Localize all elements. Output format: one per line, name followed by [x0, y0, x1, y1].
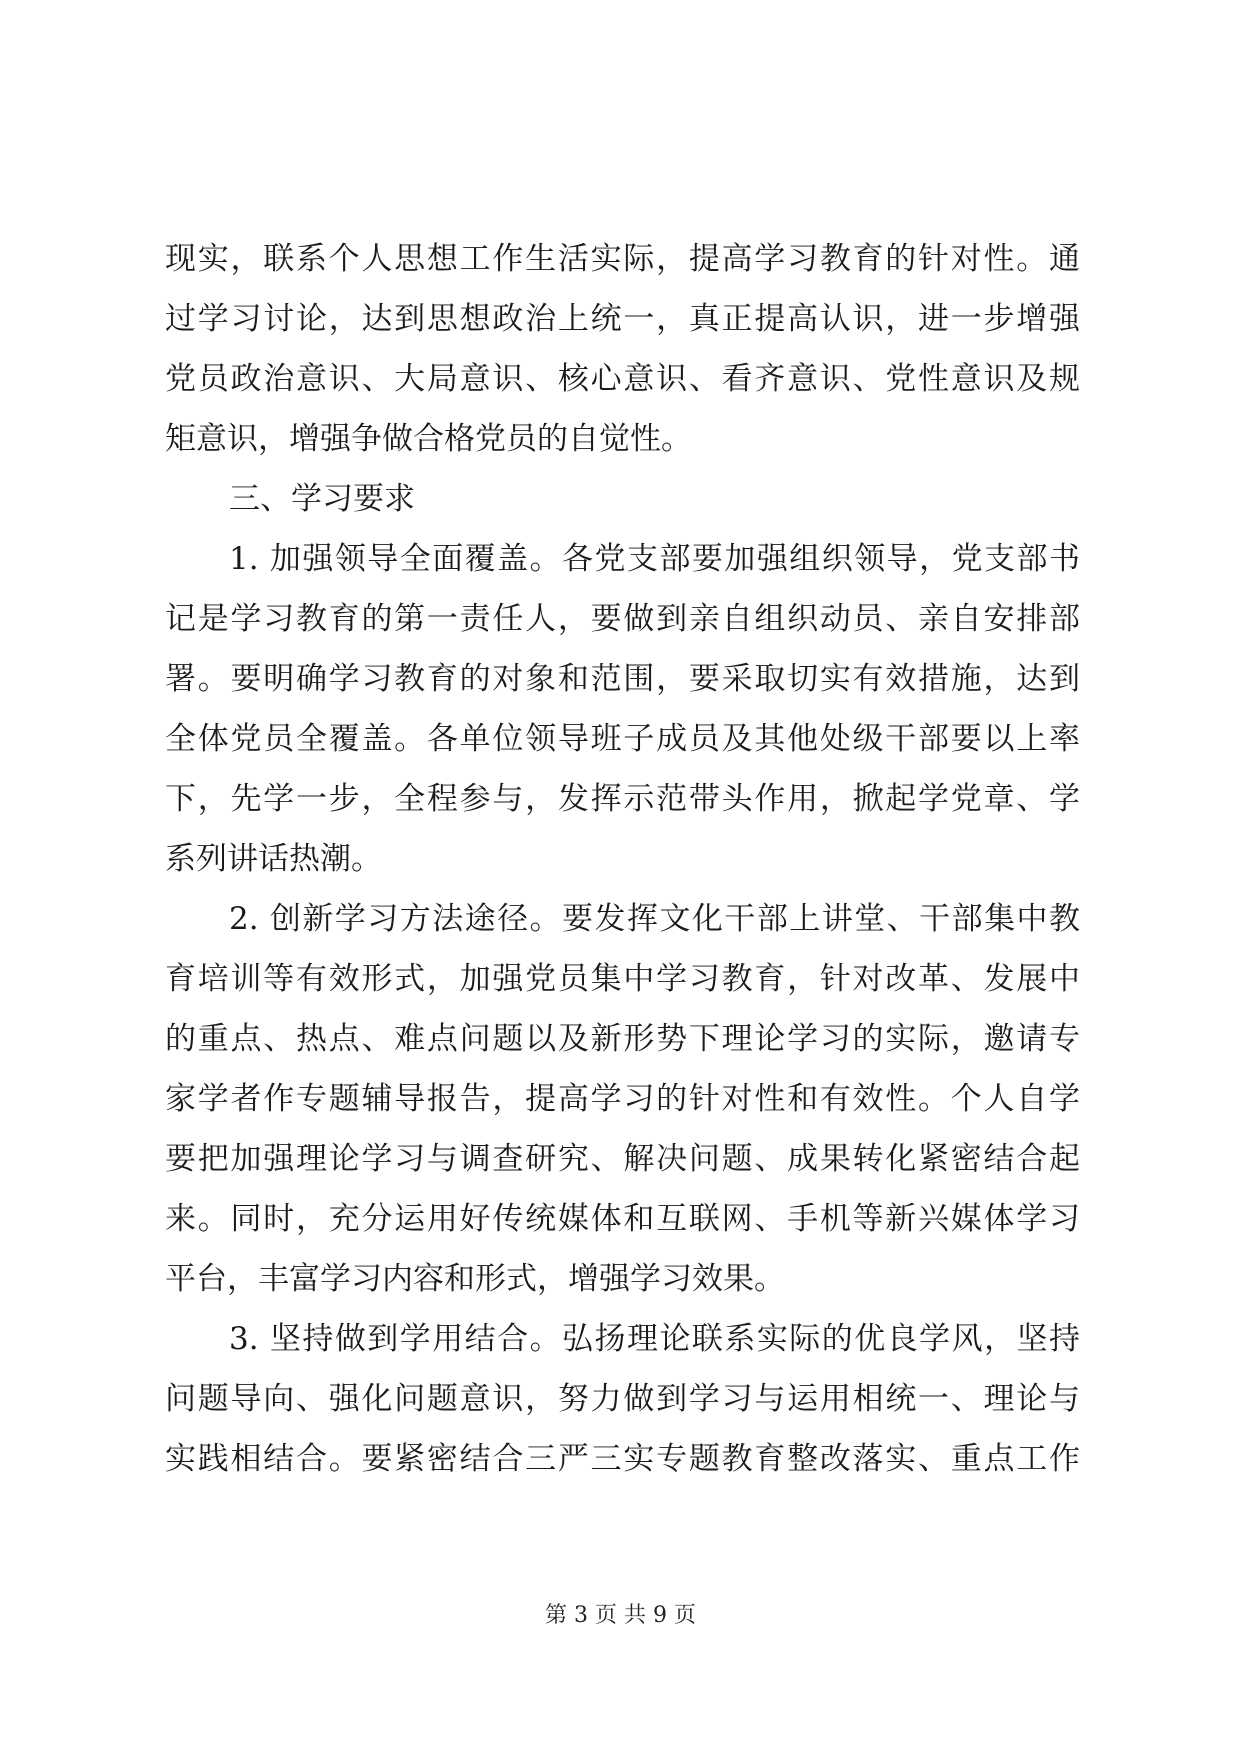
text-line: 现实，联系个人思想工作生活实际，提高学习教育的针对性。通	[165, 241, 1080, 277]
paragraph	[165, 1309, 1080, 1489]
text-line: 育培训等有效形式，加强党员集中学习教育，针对改革、发展中	[165, 961, 1080, 997]
text-line: 实践相结合。要紧密结合三严三实专题教育整改落实、重点工作	[165, 1441, 1080, 1477]
text-line: 矩意识，增强争做合格党员的自觉性。	[165, 421, 692, 457]
text-line: 的重点、热点、难点问题以及新形势下理论学习的实际，邀请专	[165, 1021, 1080, 1057]
page-footer: 第 3 页 共 9 页	[545, 1603, 696, 1628]
paragraph	[165, 229, 1080, 469]
text-line: 平台，丰富学习内容和形式，增强学习效果。	[165, 1261, 785, 1297]
section-heading	[165, 469, 1080, 529]
text-line: 党员政治意识、大局意识、核心意识、看齐意识、党性意识及规	[165, 361, 1080, 397]
text-line: 署。要明确学习教育的对象和范围，要采取切实有效措施，达到	[165, 661, 1080, 697]
paragraph	[165, 889, 1080, 1309]
text-line: 下，先学一步，全程参与，发挥示范带头作用，掀起学党章、学	[165, 781, 1080, 817]
paragraph	[165, 529, 1080, 889]
text-line: 家学者作专题辅导报告，提高学习的针对性和有效性。个人自学	[165, 1081, 1080, 1117]
text-line: 全体党员全覆盖。各单位领导班子成员及其他处级干部要以上率	[165, 721, 1080, 757]
text-line: 要把加强理论学习与调查研究、解决问题、成果转化紧密结合起	[165, 1141, 1080, 1177]
document-body	[165, 229, 1080, 1489]
text-line: 1. 加强领导全面覆盖。各党支部要加强组织领导，党支部书	[229, 541, 1080, 577]
text-line: 2. 创新学习方法途径。要发挥文化干部上讲堂、干部集中教	[229, 901, 1080, 937]
text-line: 系列讲话热潮。	[165, 841, 382, 877]
text-line: 问题导向、强化问题意识，努力做到学习与运用相统一、理论与	[165, 1381, 1080, 1417]
text-line: 来。同时，充分运用好传统媒体和互联网、手机等新兴媒体学习	[165, 1201, 1080, 1237]
text-line: 三、学习要求	[229, 481, 415, 517]
text-line: 3. 坚持做到学用结合。弘扬理论联系实际的优良学风，坚持	[229, 1321, 1080, 1357]
text-line: 过学习讨论，达到思想政治上统一，真正提高认识，进一步增强	[165, 301, 1080, 337]
text-line: 记是学习教育的第一责任人，要做到亲自组织动员、亲自安排部	[165, 601, 1080, 637]
